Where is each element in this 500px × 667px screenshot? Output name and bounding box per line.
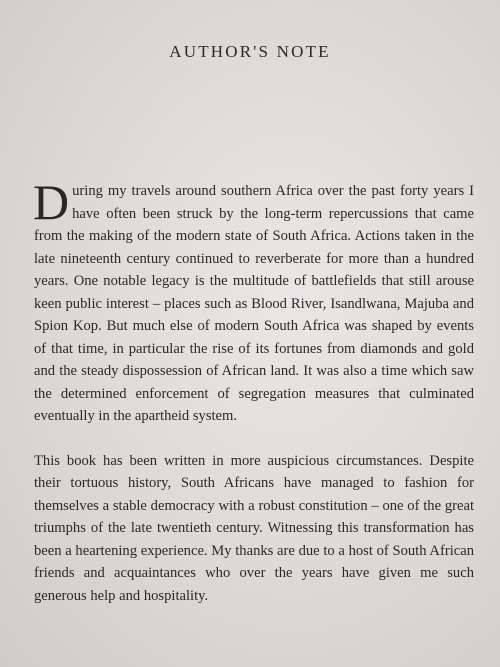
- body-text: [33, 174, 474, 607]
- drop-cap: D: [33, 174, 70, 230]
- paragraph-2-text: This book has been written in more auspicious circumstances. Despite their tortuous history, South Africans have managed to fashion for themselves a stable democracy with a robust constitution – one of the great triumphs of the late twentieth century. Witnessing this transformation has been a heartening experience. My thanks are due to a host of South African friends and acquaintances who over the years have given me such generous help and hospitality.: [34, 452, 474, 604]
- paragraph-1: [33, 174, 474, 428]
- paragraph-2: [34, 450, 474, 608]
- paragraph-1-text: uring my travels around southern Africa over the past forty years I have often been struck by the long-term repercussions that came from the making of the modern state of South Africa. Actions taken in the late nineteenth century continued to reverberate for more than a hundred years. One notable legacy is the multitude of battlefields that still arouse keen public interest – places such as Blood River, Isandlwana, Majuba and Spion Kop. But much else of modern South Africa was shaped by events of that time, in particular the rise of its fortunes from diamonds and gold and the steady dispossession of African land. It was also a time which saw the determined enforcement of segregation measures that culminated eventually in the apartheid system.: [34, 183, 474, 424]
- page-heading: AUTHOR'S NOTE: [169, 42, 331, 61]
